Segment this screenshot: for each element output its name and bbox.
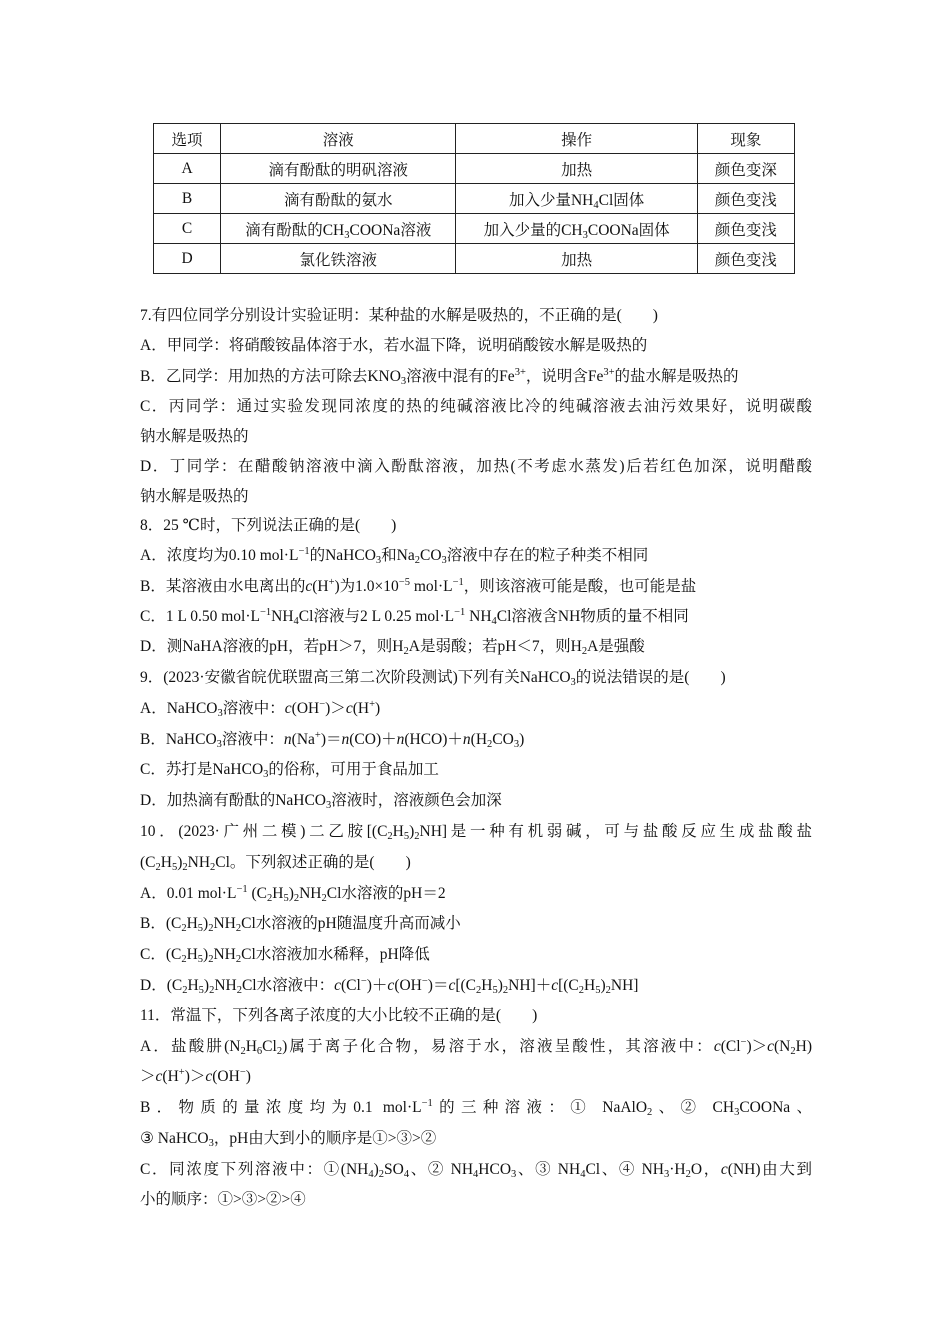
table-cell: 颜色变浅 [697, 214, 794, 244]
question-8-option-d: D．测NaHA溶液的pH，若pH＞7，则$H_2A$是弱酸；若pH＜7，则$H_2A$是强酸 [140, 638, 645, 657]
table-cell: B [154, 184, 221, 214]
table-cell: 加热 [456, 244, 697, 274]
table-cell: 颜色变浅 [697, 184, 794, 214]
table-cell: 颜色变浅 [697, 244, 794, 274]
table-row [154, 244, 795, 274]
question-7-option-d-cont: 钠水解是吸热的 [140, 488, 249, 505]
question-7-option-a: A．甲同学：将硝酸铵晶体溶于水，若水温下降，说明硝酸铵水解是吸热的 [140, 337, 648, 354]
table-cell: 滴有酚酞的氨水 [221, 184, 456, 214]
table-row [154, 214, 795, 244]
table-cell: C [154, 214, 221, 244]
question-10-stem: 10．(2023·广州二模)二乙胺$[(C_2H_5)_2NH]$是一种有机弱碱，可与盐酸反应生成盐酸盐 [140, 823, 812, 842]
question-10-option-a: A．0.01 $mol\cdot L^{-1}$ $(C_2H_5)_2NH_2Cl$水溶液的pH＝2 [140, 884, 446, 904]
question-9-option-d: D．加热滴有酚酞的NaHCO$_3$溶液时，溶液颜色会加深 [140, 792, 502, 811]
table-cell: 氯化铁溶液 [221, 244, 456, 274]
question-9-option-c: C．苏打是NaHCO$_3$的俗称，可用于食品加工 [140, 761, 439, 780]
question-11-option-c-cont: 小的顺序：①>③>②>④ [140, 1191, 306, 1208]
table-cell: A [154, 154, 221, 184]
table-header-cell: 选项 [154, 124, 221, 154]
question-11-option-a: A．盐酸肼$(N_2H_6Cl_2)$属于离子化合物，易溶于水，溶液呈酸性，其溶液中：$c(Cl^-)>c(N_2H)$ [140, 1037, 812, 1057]
table-cell: D [154, 244, 221, 274]
question-11-option-a-cont: ＞c(H+)＞c(OH−) [140, 1067, 251, 1085]
question-9-option-b: B．NaHCO$_3$溶液中：$n(Na^+)=n(CO)+n(HCO)+n(H_2CO_3)$ [140, 730, 525, 750]
table-header-cell: 现象 [697, 124, 794, 154]
question-7-option-c: C．丙同学：通过实验发现同浓度的热的纯碱溶液比冷的纯碱溶液去油污效果好，说明碳酸 [140, 398, 812, 415]
question-9-option-a: A．NaHCO$_3$溶液中：c(OH−)＞c(H+) [140, 699, 381, 719]
question-7-option-d: D．丁同学：在醋酸钠溶液中滴入酚酞溶液，加热(不考虑水蒸发)后若红色加深，说明醋酸 [140, 458, 812, 475]
table-cell: 滴有酚酞的$CH_3COONa$溶液 [221, 214, 456, 244]
question-8-option-b: B．某溶液由水电离出的c(H+)为$1.0\times 10^{-5}$ $mol\cdot L^{-1}$，则该溶液可能是酸，也可能是盐 [140, 577, 697, 595]
question-11-option-b: B．物质的量浓度均为0.1 $mol\cdot L^{-1}$的三种溶液：① NaAlO$_2$、② $CH_3COONa$、 [140, 1098, 812, 1118]
question-8-option-c: C．1 L 0.50 $mol\cdot L^{-1}NH_4Cl$溶液与2 L 0.25 $mol\cdot L^{-1}$ $NH_4Cl$溶液含NH物质的量不相同 [140, 607, 689, 627]
question-9-stem: 9．(2023·安徽省皖优联盟高三第二次阶段测试)下列有关NaHCO$_3$的说法错误的是( ) [140, 669, 726, 688]
question-7-option-b: B．乙同学：用加热的方法可除去$KNO_3$溶液中混有的$Fe^{3+}$，说明含$Fe^{3+}$的盐水解是吸热的 [140, 367, 739, 387]
question-11-option-b-cont: ③ NaHCO$_3$，pH由大到小的顺序是①>③>② [140, 1130, 437, 1149]
table-header-cell: 溶液 [221, 124, 456, 154]
question-10-option-b: B．$(C_2H_5)_2NH_2Cl$水溶液的pH随温度升高而减小 [140, 915, 461, 934]
table-row [154, 184, 795, 214]
question-7-stem: 7.有四位同学分别设计实验证明：某种盐的水解是吸热的，不正确的是( ) [140, 307, 658, 324]
question-10-option-d: D．$(C_2H_5)_2NH_2Cl$水溶液中：$c(Cl^-)+c(OH^-)=c[(C_2H_5)_2NH]+c[(C_2H_5)_2NH]$ [140, 976, 639, 996]
question-10-stem-cont: $(C_2H_5)_2NH_2Cl$。下列叙述正确的是( ) [140, 854, 411, 873]
question-11-option-c: C．同浓度下列溶液中：$①(NH_4)_2SO_4$、② $NH_4HCO_3$、③ $NH_4Cl$、④ $NH_3\cdot H_2O$，c(NH)由大到 [140, 1161, 812, 1180]
question-8-stem: 8．25 ℃时，下列说法正确的是( ) [140, 517, 397, 534]
table-cell: 加入少量的$CH_3COONa$固体 [456, 214, 697, 244]
question-7-option-c-cont: 钠水解是吸热的 [140, 428, 249, 445]
options-table [153, 123, 795, 274]
table-row [154, 154, 795, 184]
table-cell: 加入少量$NH_4Cl$固体 [456, 184, 697, 214]
table-cell: 滴有酚酞的明矾溶液 [221, 154, 456, 184]
table-header-cell: 操作 [456, 124, 697, 154]
question-10-option-c: C．$(C_2H_5)_2NH_2Cl$水溶液加水稀释，pH降低 [140, 946, 430, 965]
table-cell: 颜色变深 [697, 154, 794, 184]
question-8-option-a: A．浓度均为0.10 $mol\cdot L^{-1}$的NaHCO$_3$和$Na_2CO_3$溶液中存在的粒子种类不相同 [140, 546, 649, 566]
table-cell: 加热 [456, 154, 697, 184]
table-header-row [154, 124, 795, 154]
question-11-stem: 11．常温下，下列各离子浓度的大小比较不正确的是( ) [140, 1007, 538, 1024]
